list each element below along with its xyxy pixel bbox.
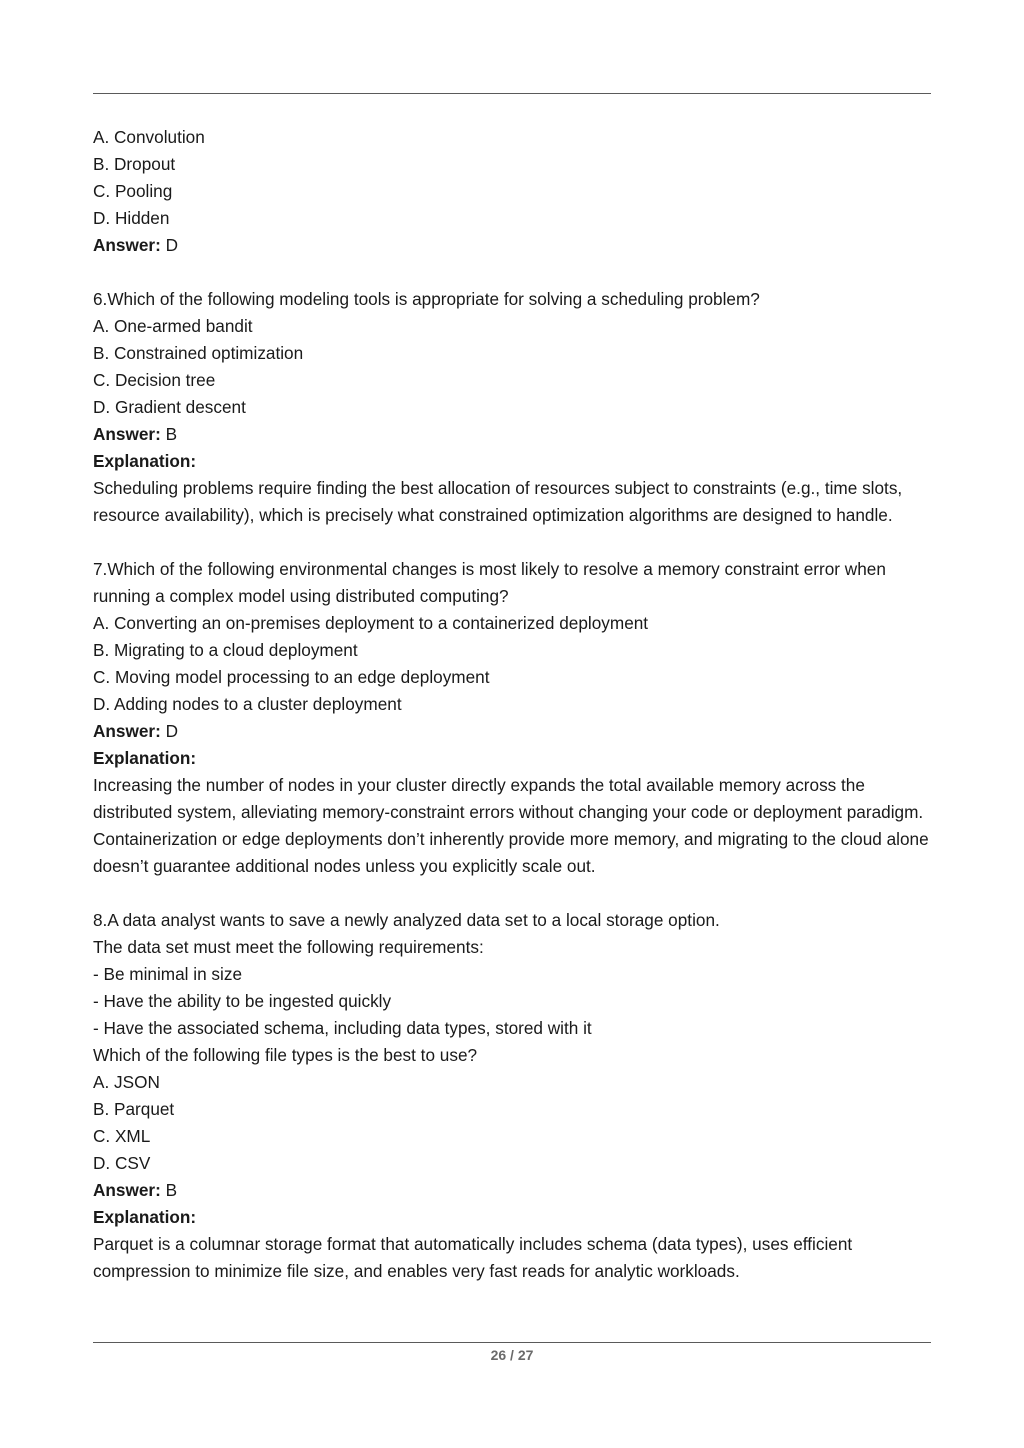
explanation-text: Scheduling problems require finding the best allocation of resources subject to constraints (e.g., time slots, resource availability), which is precisely what constrained optimization algorithms are designed to handle. — [93, 478, 903, 525]
explanation-label: Explanation: — [93, 1207, 197, 1227]
option-d: D. Hidden — [93, 208, 170, 228]
answer-label: Answer: — [93, 235, 161, 255]
option-c: C. Moving model processing to an edge deployment — [93, 667, 490, 687]
option-a: A. One-armed bandit — [93, 316, 253, 336]
requirement-item: - Have the ability to be ingested quickly — [93, 991, 392, 1011]
option-c: C. XML — [93, 1126, 151, 1146]
requirement-item: - Have the associated schema, including data types, stored with it — [93, 1018, 592, 1038]
question-5 — [93, 124, 933, 259]
option-a: A. Convolution — [93, 127, 205, 147]
answer-line — [93, 421, 933, 448]
question-text: 6.Which of the following modeling tools is appropriate for solving a scheduling problem? — [93, 289, 760, 309]
answer-value: B — [160, 1180, 178, 1200]
option-b: B. Migrating to a cloud deployment — [93, 640, 358, 660]
option-a: A. JSON — [93, 1072, 160, 1092]
requirement-item: - Be minimal in size — [93, 964, 242, 984]
answer-value: D — [160, 721, 178, 741]
option-d: D. Gradient descent — [93, 397, 246, 417]
answer-line — [93, 232, 933, 259]
footer-rule — [93, 1342, 931, 1343]
option-c: C. Pooling — [93, 181, 173, 201]
header-rule — [93, 93, 931, 94]
requirements-intro: The data set must meet the following requirements: — [93, 937, 484, 957]
answer-label: Answer: — [93, 1180, 161, 1200]
option-b: B. Dropout — [93, 154, 176, 174]
option-d: D. Adding nodes to a cluster deployment — [93, 694, 402, 714]
question-prompt: Which of the following file types is the best to use? — [93, 1045, 478, 1065]
option-a: A. Converting an on-premises deployment to a containerized deployment — [93, 613, 649, 633]
option-c: C. Decision tree — [93, 370, 216, 390]
answer-line — [93, 718, 933, 745]
explanation-label: Explanation: — [93, 748, 197, 768]
explanation-text: Increasing the number of nodes in your cluster directly expands the total available memory across the distributed system, alleviating memory-constraint errors without changing your code or deployment paradigm. Containerization or edge deployments don’t inherently provide more memory, and migrating to the cloud alone doesn’t guarantee additional nodes unless you explicitly scale out. — [93, 775, 929, 876]
page-content — [93, 124, 933, 1285]
page-number: 26 / 27 — [490, 1347, 534, 1363]
question-text: 8.A data analyst wants to save a newly analyzed data set to a local storage option. — [93, 910, 720, 930]
answer-value: B — [160, 424, 178, 444]
question-6 — [93, 286, 933, 529]
question-7 — [93, 556, 933, 880]
option-b: B. Constrained optimization — [93, 343, 304, 363]
explanation-label: Explanation: — [93, 451, 197, 471]
option-b: B. Parquet — [93, 1099, 175, 1119]
question-8 — [93, 907, 933, 1285]
question-text: 7.Which of the following environmental changes is most likely to resolve a memory constraint error when running a complex model using distributed computing? — [93, 559, 886, 606]
explanation-text: Parquet is a columnar storage format that automatically includes schema (data types), uses efficient compression to minimize file size, and enables very fast reads for analytic workloads. — [93, 1234, 853, 1281]
answer-label: Answer: — [93, 721, 161, 741]
answer-label: Answer: — [93, 424, 161, 444]
answer-value: D — [160, 235, 178, 255]
answer-line — [93, 1177, 933, 1204]
option-d: D. CSV — [93, 1153, 151, 1173]
